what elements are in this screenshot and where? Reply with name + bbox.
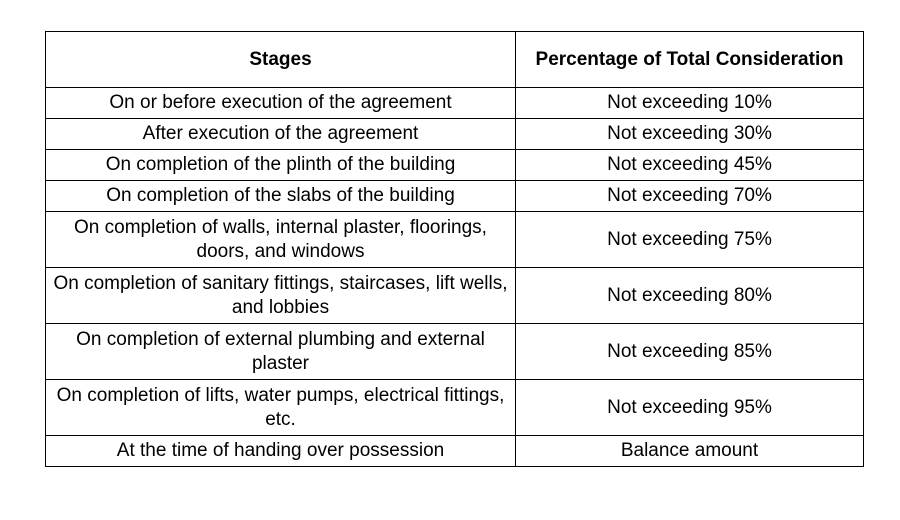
- table-row: [46, 212, 864, 268]
- percentage-cell: Not exceeding 30%: [516, 119, 864, 150]
- header-percentage: Percentage of Total Consideration: [516, 32, 864, 88]
- table-row: [46, 119, 864, 150]
- payment-schedule-table: [45, 31, 864, 467]
- header-stages: Stages: [46, 32, 516, 88]
- table-row: [46, 436, 864, 467]
- percentage-cell: Balance amount: [516, 436, 864, 467]
- percentage-cell: Not exceeding 10%: [516, 88, 864, 119]
- stage-cell: At the time of handing over possession: [46, 436, 516, 467]
- table-row: [46, 150, 864, 181]
- table-row: [46, 324, 864, 380]
- table-row: [46, 88, 864, 119]
- stage-cell: After execution of the agreement: [46, 119, 516, 150]
- percentage-cell: Not exceeding 45%: [516, 150, 864, 181]
- stage-cell: On completion of walls, internal plaster, floorings, doors, and windows: [46, 212, 516, 268]
- stage-cell: On completion of lifts, water pumps, electrical fittings, etc.: [46, 380, 516, 436]
- percentage-cell: Not exceeding 75%: [516, 212, 864, 268]
- stage-cell: On completion of external plumbing and external plaster: [46, 324, 516, 380]
- table-row: [46, 268, 864, 324]
- stage-cell: On completion of the plinth of the building: [46, 150, 516, 181]
- stage-cell: On completion of sanitary fittings, staircases, lift wells, and lobbies: [46, 268, 516, 324]
- table-header-row: [46, 32, 864, 88]
- table-row: [46, 380, 864, 436]
- percentage-cell: Not exceeding 80%: [516, 268, 864, 324]
- table-row: [46, 181, 864, 212]
- percentage-cell: Not exceeding 70%: [516, 181, 864, 212]
- stage-cell: On or before execution of the agreement: [46, 88, 516, 119]
- percentage-cell: Not exceeding 95%: [516, 380, 864, 436]
- percentage-cell: Not exceeding 85%: [516, 324, 864, 380]
- stage-cell: On completion of the slabs of the building: [46, 181, 516, 212]
